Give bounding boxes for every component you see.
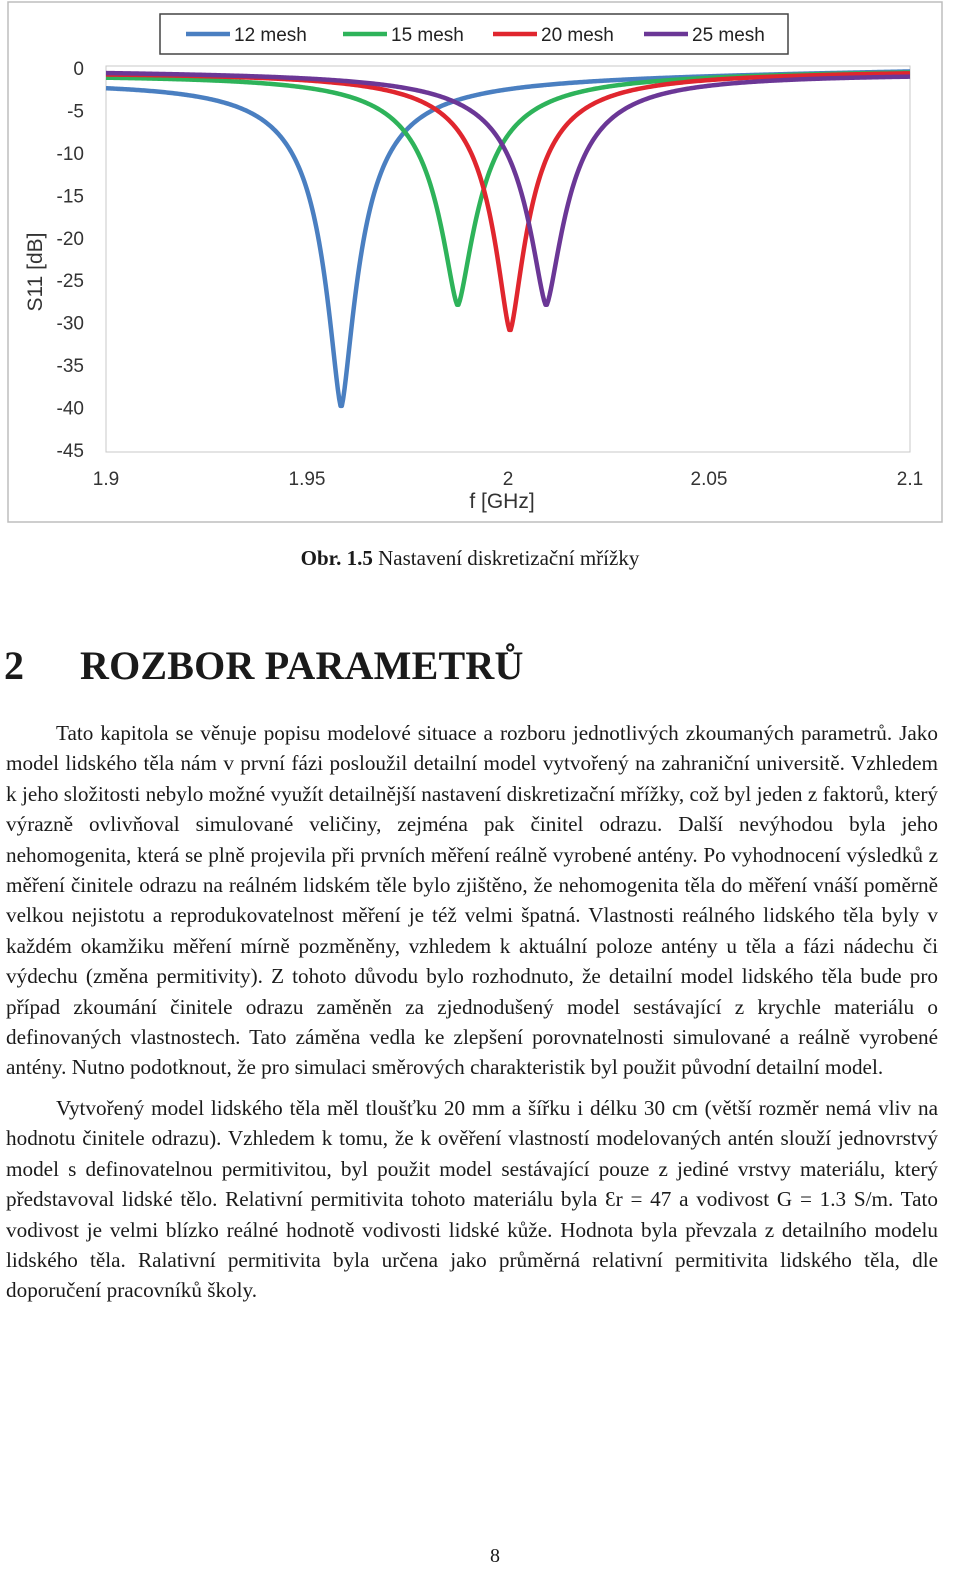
section-number: 2 — [4, 643, 25, 688]
x-axis-label: f [GHz] — [469, 490, 535, 513]
y-tick-label: -45 — [56, 441, 84, 462]
page-number: 8 — [490, 1545, 500, 1567]
y-tick-label: -35 — [56, 356, 84, 378]
y-tick-label: -10 — [56, 143, 84, 165]
s11-chart — [0, 0, 960, 530]
section-title: ROZBOR PARAMETRŮ — [80, 643, 524, 688]
y-tick-label: -15 — [56, 186, 84, 208]
section-heading — [4, 642, 524, 689]
y-tick-label: -25 — [56, 271, 84, 293]
body-text — [6, 718, 938, 1306]
y-tick-label: -40 — [56, 398, 84, 420]
x-tick-label: 2.05 — [690, 469, 728, 490]
x-tick-label: 2 — [502, 469, 514, 490]
plot-area — [106, 66, 910, 452]
y-tick-label: -30 — [56, 313, 84, 335]
y-tick-label: -20 — [56, 228, 84, 250]
y-axis-label: S11 [dB] — [24, 232, 47, 312]
paragraph: Tato kapitola se věnuje popisu modelové situace a rozboru jednotlivých zkoumaných parametrů. Jako model lidského těla nám v první fázi posloužil detailní model vytvořený na zahraniční universitě. Vzhledem k jeho složitosti nebylo možné využít detailnější nastavení diskretizační mřížky, což byl jeden z faktorů, který výrazně ovlivňoval simulované veličiny, zejména pak činitel odrazu. Další nevýhodou byla jeho nehomogenita, která se plně projevila při prvních měření reálně vyrobené antény. Po vyhodnocení výsledků z měření činitele odrazu na reálném lidském těle bylo zjištěno, že nehomogenita těla do měření vnáší poměrně velkou nejistotu a reprodukovatelnost měření je též velmi špatná. Vlastnosti reálného lidského těla byly v každém okamžiku měření mírně pozměněny, vzhledem k aktuální poloze antény u těla a fázi nádechu či výdechu (změna permitivity). Z tohoto důvodu bylo rozhodnuto, že detailní model lidského těla bude pro případ zkoumání činitele odrazu zaměněn za zjednodušený model sestávající z krychle materiálu o definovaných vlastnostech. Tato záměna vedla ke zlepšení porovnatelnosti simulované a reálně vyrobené antény. Nutno podotknout, že pro simulaci směrových charakteristik byl použit původní detailní model. — [6, 721, 938, 1080]
figure-caption — [0, 546, 940, 571]
paragraph: Vytvořený model lidského těla měl tloušťku 20 mm a šířku i délku 30 cm (větší rozměr nemá vliv na hodnotu činitele odrazu). Vzhledem k tomu, že k ověření vlastností modelovaných antén slouží jednovrstvý model s definovatelnou permitivitou, byl použit model sestávající pouze z jediné vrstvy materiálu, který představoval lidské tělo. Relativní permitivita tohoto materiálu byla Ɛr = 47 a vodivost G = 1.3 S/m. Tato vodivost je velmi blízko reálné hodnotě vodivosti lidské kůže. Hodnota byla převzala z detailního modelu lidského těla. Ralativní permitivita byla určena jako průměrná relativní permitivita lidského těla, dle doporučení pracovníků školy. — [6, 1095, 938, 1303]
legend-label: 20 mesh — [541, 25, 614, 46]
figure-caption-text: Nastavení diskretizační mřížky — [378, 546, 640, 570]
x-tick-label: 2.1 — [896, 469, 924, 490]
x-tick-label: 1.9 — [92, 469, 120, 490]
legend-label: 12 mesh — [234, 25, 307, 46]
y-tick-label: 0 — [73, 59, 84, 80]
y-tick-label: -5 — [67, 101, 84, 123]
legend-label: 15 mesh — [391, 25, 464, 46]
legend-label: 25 mesh — [692, 25, 765, 46]
figure-caption-label: Obr. 1.5 — [300, 546, 373, 570]
x-tick-label: 1.95 — [288, 469, 326, 490]
